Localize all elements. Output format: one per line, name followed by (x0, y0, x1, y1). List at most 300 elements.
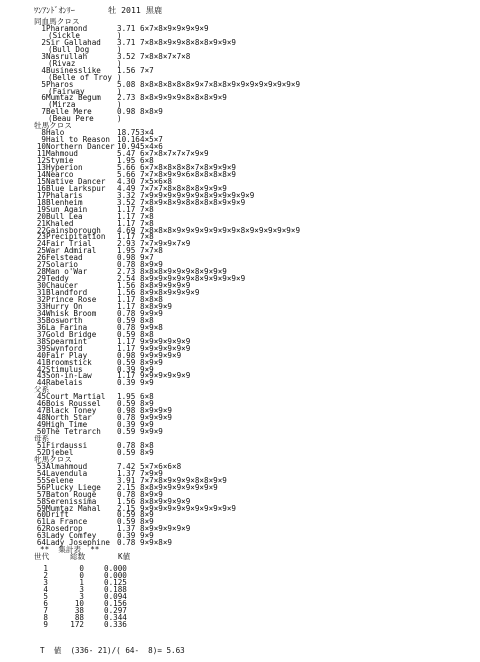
row-number: 38 (36, 336, 46, 346)
sub-ancestor: (Mirza (48, 100, 76, 110)
k-value-cell: 0.156 (104, 598, 127, 608)
row-number: 7 (41, 107, 46, 117)
row-number: 39 (36, 343, 46, 353)
row-number: 2 (41, 37, 46, 47)
cross-value: 2.73 (117, 93, 136, 103)
cross-value: 1.17 (117, 336, 136, 346)
row-number: 56 (36, 482, 46, 492)
cross-value: 1.95 (117, 246, 136, 256)
horse-name-cell: Northern Dancer (46, 142, 115, 152)
horse-name-cell: Stimulus (46, 364, 83, 374)
row-number: 26 (36, 253, 46, 263)
horse-name-cell: Blandford (46, 288, 88, 298)
row-number: 45 (36, 392, 46, 402)
cross-value: 2.15 (117, 503, 136, 513)
horse-name-cell: North Star (46, 413, 92, 423)
cross-pattern: 7×8 (140, 232, 154, 242)
cross-pattern: 8×9×9 (140, 357, 163, 367)
row-number: 23 (36, 232, 46, 242)
cross-pattern: 8×9×8×9×9×9×9 (140, 288, 200, 298)
cross-value: 5.66 (117, 169, 136, 179)
horse-info: 牡 2011 黒鹿 (108, 5, 163, 15)
count-cell: 172 (70, 619, 84, 629)
row-number: 64 (36, 538, 46, 548)
cross-pattern: 7×8 (140, 211, 154, 221)
row-number: 31 (36, 288, 46, 298)
horse-name-cell: La France (46, 517, 88, 527)
generation-cell: 6 (43, 598, 48, 608)
row-number: 21 (36, 218, 46, 228)
generation-cell: 1 (43, 564, 48, 574)
cross-pattern: 7×5×6×8 (140, 176, 173, 186)
close-paren: ) (117, 114, 122, 124)
row-number: 58 (36, 496, 46, 506)
cross-pattern: 9×9 (140, 531, 154, 541)
row-number: 14 (36, 169, 46, 179)
cross-value: 1.17 (117, 295, 136, 304)
cross-pattern: 7×7×8×9×9×6×8×8×8×8×9 (140, 169, 237, 179)
k-value-cell: 0.297 (104, 605, 127, 615)
cross-value: 0.59 (117, 399, 136, 409)
cross-pattern: 4×5×7 (140, 135, 163, 145)
cross-value: 1.56 (117, 65, 136, 75)
cross-value: 3.52 (117, 51, 136, 61)
row-number: 32 (36, 295, 46, 304)
col-header-generation: 世代 (34, 552, 50, 562)
row-number: 28 (36, 267, 46, 277)
horse-name-cell: Hurry On (46, 301, 83, 311)
horse-name-cell: Rabelais (46, 378, 83, 388)
cross-value: 1.56 (117, 288, 136, 298)
sub-ancestor: (Fairway (48, 86, 85, 96)
sub-ancestor: (Belle of Troy (48, 72, 113, 82)
cross-value: 1.17 (117, 211, 136, 221)
horse-name-cell: Hail to Reason (46, 135, 111, 145)
row-number: 37 (36, 329, 46, 339)
k-value-cell: 0.336 (104, 619, 127, 629)
cross-value: 10.94 (117, 142, 140, 152)
row-number: 6 (41, 93, 46, 103)
row-number: 50 (36, 427, 46, 437)
row-number: 20 (36, 211, 46, 221)
cross-value: 3.71 (117, 37, 136, 47)
cross-value: 1.95 (117, 392, 136, 402)
horse-name-cell: La Farina (46, 322, 88, 332)
horse-name-cell: Nasrullah (46, 51, 88, 61)
cross-value: 0.59 (117, 447, 136, 457)
cross-pattern: 9×9×9×9 (140, 413, 173, 423)
horse-name-cell: Djebel (46, 447, 74, 457)
horse-name-cell: Hyperion (46, 162, 83, 172)
cross-value: 0.39 (117, 378, 136, 388)
cross-pattern: 5×4×6 (140, 142, 163, 152)
cross-pattern: 8×9×9×9×9×9 (140, 524, 191, 534)
cross-pattern: 6×7×8×9×9×9×9×9 (140, 23, 209, 33)
row-number: 17 (36, 190, 46, 200)
cross-value: 1.17 (117, 343, 136, 353)
cross-pattern: 8×8×8×9×9×9×8×9×9×9 (140, 267, 227, 277)
count-cell: 3 (79, 584, 84, 594)
cross-pattern: 7×7×8 (140, 246, 163, 256)
row-number: 12 (36, 156, 46, 165)
row-number: 40 (36, 350, 46, 360)
cross-pattern: 9×9×9×9×9 (140, 350, 182, 360)
close-paren: ) (117, 44, 122, 54)
cross-value: 0.59 (117, 427, 136, 437)
col-header-count: 総数 (70, 552, 86, 562)
cross-pattern: 7×8×8×7×7×8 (140, 51, 191, 61)
cross-value: 5.08 (117, 79, 136, 89)
count-cell: 1 (79, 578, 84, 587)
count-cell: 10 (74, 598, 84, 608)
horse-name-cell: Whisk Broom (46, 308, 97, 318)
cross-value: 0.78 (117, 413, 136, 423)
horse-name-cell: Blenheim (46, 197, 83, 207)
k-value-cell: 0.125 (104, 578, 127, 587)
cross-pattern: 8×8 (140, 440, 154, 450)
cross-value: 0.78 (117, 322, 136, 332)
row-number: 25 (36, 246, 46, 256)
cross-pattern: 7×8×8×9×9×8×8×8×9×9×9 (140, 37, 237, 47)
cross-pattern: 9×9×9 (140, 308, 163, 318)
row-number: 13 (36, 162, 46, 172)
horse-name-cell: Serenissima (46, 496, 97, 506)
horse-name-cell: Precipitation (46, 232, 106, 242)
cross-pattern: 8×8×9×9×9×9×9×9×9 (140, 482, 218, 492)
horse-name-cell: Nearco (46, 169, 74, 179)
horse-name-cell: Sir Gallahad (46, 37, 101, 47)
cross-pattern: 9×9×9×9×9×9 (140, 371, 191, 381)
cross-pattern: 9×9 (140, 378, 154, 388)
horse-name-cell: Phalaris (46, 190, 83, 200)
cross-value: 2.15 (117, 482, 136, 492)
cross-pattern: 9×9×8×9 (140, 538, 173, 548)
horse-name-cell: Solario (46, 260, 79, 270)
cross-value: 0.78 (117, 489, 136, 499)
row-number: 53 (36, 461, 46, 471)
cross-pattern: 9×9×8 (140, 322, 163, 332)
row-number: 33 (36, 301, 46, 311)
horse-name-cell: Man o'War (46, 267, 88, 277)
horse-name-cell: Mumtaz Mahal (46, 503, 101, 513)
generation-cell: 4 (43, 584, 48, 594)
horse-name-cell: Baton Rouge (46, 489, 97, 499)
cross-value: 0.78 (117, 308, 136, 318)
horse-name-cell: Black Toney (46, 406, 97, 416)
row-number: 34 (36, 308, 46, 318)
cross-value: 0.98 (117, 253, 136, 263)
horse-name-cell: Plucky Liege (46, 482, 101, 492)
horse-name-cell: Felstead (46, 253, 83, 263)
row-number: 10 (36, 142, 46, 152)
close-paren: ) (117, 58, 122, 68)
row-number: 61 (36, 517, 46, 527)
cross-value: 1.17 (117, 232, 136, 242)
close-paren: ) (117, 72, 122, 82)
row-number: 35 (36, 315, 46, 325)
cross-pattern: 8×8×9 (140, 107, 163, 117)
count-cell: 0 (79, 571, 84, 581)
cross-pattern: 8×9 (140, 447, 154, 457)
row-number: 41 (36, 357, 46, 367)
cross-pattern: 8×8×9×9 (140, 301, 173, 311)
generation-cell: 7 (43, 605, 48, 615)
cross-pattern: 6×8 (140, 392, 154, 402)
horse-name-cell: Firdaussi (46, 440, 88, 450)
row-number: 3 (41, 51, 46, 61)
cross-value: 3.32 (117, 190, 136, 200)
cross-pattern: 9×9 (140, 420, 154, 430)
cross-value: 1.17 (117, 371, 136, 381)
cross-value: 4.69 (117, 225, 136, 235)
row-number: 9 (41, 135, 46, 145)
row-number: 63 (36, 531, 46, 541)
cross-value: 4.49 (117, 183, 136, 193)
row-number: 62 (36, 524, 46, 534)
row-number: 43 (36, 371, 46, 381)
cross-value: 5.47 (117, 149, 136, 159)
cross-value: 3.91 (117, 475, 136, 485)
cross-pattern: 9×9×9 (140, 427, 163, 437)
cross-pattern: 7×7 (140, 65, 154, 75)
cross-pattern: 7×7×8×9×9×9×8×8×9×9 (140, 475, 227, 485)
cross-pattern: 8×9 (140, 399, 154, 409)
row-number: 18 (36, 197, 46, 207)
generation-cell: 5 (43, 591, 48, 601)
cross-value: 1.17 (117, 204, 136, 214)
horse-name-cell: Lady Josephine (46, 538, 111, 548)
cross-pattern: 8×9 (140, 517, 154, 527)
horse-name-cell: Lavendula (46, 468, 88, 478)
cross-value: 10.16 (117, 135, 140, 145)
generation-cell: 3 (43, 578, 48, 587)
cross-value: 0.59 (117, 315, 136, 325)
row-number: 11 (36, 149, 46, 159)
cross-pattern: 9×7 (140, 253, 154, 263)
row-number: 22 (36, 225, 46, 235)
horse-name-cell: Almahmoud (46, 461, 88, 471)
cross-pattern: 7×7×9×9×7×9 (140, 239, 191, 249)
horse-name-cell: Bosworth (46, 315, 83, 325)
cross-value: 5.66 (117, 162, 136, 172)
sub-ancestor: (Sickle (48, 30, 81, 40)
row-number: 4 (41, 65, 46, 75)
cross-value: 0.78 (117, 538, 136, 548)
cross-pattern: 9×9×9×9×9×9 (140, 336, 191, 346)
horse-name-cell: Native Dancer (46, 176, 106, 186)
horse-name-cell: Drift (46, 510, 69, 520)
row-number: 60 (36, 510, 46, 520)
generation-cell: 8 (43, 612, 48, 622)
cross-pattern: 6×7×8×8×8×8×7×8×9×9×9 (140, 162, 237, 172)
horse-name-cell: Gainsborough (46, 225, 101, 235)
cross-pattern: 8×9×9×9×9×9×8×9×9×9×9×9 (140, 274, 246, 284)
row-number: 30 (36, 281, 46, 291)
cross-value: 0.59 (117, 517, 136, 527)
horse-name-cell: War Admiral (46, 246, 97, 256)
summary-title: ** 集計表 ** (40, 545, 100, 555)
k-value-cell: 0.094 (104, 591, 127, 601)
horse-name-cell: Businesslike (46, 65, 101, 75)
cross-value: 1.56 (117, 496, 136, 506)
row-number: 15 (36, 176, 46, 186)
row-number: 19 (36, 204, 46, 214)
horse-name-cell: Lady Comfey (46, 531, 97, 541)
cross-value: 2.54 (117, 274, 136, 284)
row-number: 5 (41, 79, 46, 89)
horse-name-cell: Mumtaz Begum (46, 93, 101, 103)
row-number: 51 (36, 440, 46, 450)
cross-pattern: 7×8×8×8×9×9×9×9×9×9×9×8×9×9×9×9×9×9 (140, 225, 301, 235)
cross-pattern: 7×8×9×8×9×8×8×8×8×9×9×9 (140, 197, 246, 207)
k-value-cell: 0.188 (104, 584, 127, 594)
horse-name-cell: Fair Play (46, 350, 88, 360)
row-number: 46 (36, 399, 46, 409)
cross-value: 0.59 (117, 329, 136, 339)
horse-name-cell: Halo (46, 128, 65, 138)
cross-value: 2.73 (117, 267, 136, 277)
k-value-cell: 0.000 (104, 571, 127, 581)
cross-pattern: 3×4 (140, 128, 154, 138)
cross-pattern: 6×7×8×7×7×7×9×9 (140, 149, 209, 159)
cross-value: 0.98 (117, 350, 136, 360)
cross-value: 4.30 (117, 176, 136, 186)
cross-value: 18.75 (117, 128, 140, 138)
cross-value: 0.98 (117, 107, 136, 117)
row-number: 16 (36, 183, 46, 193)
count-cell: 38 (74, 605, 84, 615)
row-number: 55 (36, 475, 46, 485)
cross-pattern: 9×9×9×9×9×9×9×9×9×9×9 (140, 503, 237, 513)
horse-name-cell: Stymie (46, 156, 74, 165)
horse-name-cell: Khaled (46, 218, 74, 228)
horse-name-cell: The Tetrarch (46, 427, 101, 437)
horse-name-cell: Court Martial (46, 392, 106, 402)
cross-pattern: 8×8 (140, 329, 154, 339)
row-number: 47 (36, 406, 46, 416)
row-number: 36 (36, 322, 46, 332)
cross-value: 1.95 (117, 156, 136, 165)
cross-pattern: 7×8 (140, 218, 154, 228)
close-paren: ) (117, 86, 122, 96)
cross-value: 0.39 (117, 420, 136, 430)
cross-value: 1.56 (117, 281, 136, 291)
generation-cell: 9 (43, 619, 48, 629)
cross-pattern: 8×9×9 (140, 489, 163, 499)
horse-name-cell: Fair Trial (46, 239, 92, 249)
horse-name-cell: Chaucer (46, 281, 79, 291)
cross-pattern: 7×9×9 (140, 468, 163, 478)
cross-pattern: 7×7×7×8×8×8×8×9×9×9 (140, 183, 227, 193)
horse-name-cell: Bull Lea (46, 211, 83, 221)
count-cell: 0 (79, 564, 84, 574)
cross-pattern: 6×8 (140, 156, 154, 165)
row-number: 1 (41, 23, 46, 33)
cross-value: 1.17 (117, 301, 136, 311)
horse-name-cell: Bois Roussel (46, 399, 101, 409)
cross-value: 1.17 (117, 218, 136, 228)
cross-pattern: 5×7×6×6×8 (140, 461, 182, 471)
cross-value: 0.78 (117, 260, 136, 270)
cross-value: 0.59 (117, 510, 136, 520)
row-number: 29 (36, 274, 46, 284)
cross-value: 0.78 (117, 440, 136, 450)
cross-value: 1.37 (117, 468, 136, 478)
row-number: 24 (36, 239, 46, 249)
t-value: T 値 (336- 21)/( 64- 8)= 5.63 (40, 646, 185, 655)
cross-value: 7.42 (117, 461, 136, 471)
cross-pattern: 8×9×9 (140, 260, 163, 270)
section-title: 同血馬クロス (34, 17, 80, 26)
horse-name-cell: Swynford (46, 343, 83, 353)
cross-pattern: 9×9 (140, 364, 154, 374)
row-number: 48 (36, 413, 46, 423)
horse-name-cell: Teddy (46, 274, 69, 284)
cross-pattern: 7×8 (140, 204, 154, 214)
horse-name: ﾜﾝｱﾝﾄﾞｵﾝﾘｰ (34, 5, 75, 15)
cross-value: 0.59 (117, 357, 136, 367)
count-cell: 3 (79, 591, 84, 601)
horse-name-cell: Gold Bridge (46, 329, 97, 339)
horse-name-cell: Pharamond (46, 23, 88, 33)
cross-value: 1.37 (117, 524, 136, 534)
cross-pattern: 8×8×9×9×9×9 (140, 281, 191, 291)
close-paren: ) (117, 100, 122, 110)
horse-name-cell: Blue Larkspur (46, 183, 106, 193)
cross-pattern: 8×8×9×9×9×9 (140, 496, 191, 506)
row-number: 59 (36, 503, 46, 513)
row-number: 8 (41, 128, 46, 138)
horse-name-cell: High Time (46, 420, 88, 430)
section-title: 牝馬クロス (34, 454, 72, 464)
cross-pattern: 8×9 (140, 510, 154, 520)
horse-name-cell: Son-in-Law (46, 371, 92, 381)
cross-pattern: 8×8×9×9×9×8×8×8×9×9 (140, 93, 227, 103)
cross-pattern: 8×8 (140, 315, 154, 325)
row-number: 54 (36, 468, 46, 478)
sub-ancestor: (Rivaz (48, 58, 76, 68)
col-header-k: K値 (118, 552, 131, 562)
section-title: 牡馬クロス (34, 121, 72, 131)
cross-value: 0.39 (117, 531, 136, 541)
close-paren: ) (117, 30, 122, 40)
cross-value: 3.52 (117, 197, 136, 207)
horse-name-cell: Broomstick (46, 357, 92, 367)
row-number: 44 (36, 378, 46, 388)
cross-pattern: 9×9×9×9×9×9 (140, 343, 191, 353)
horse-name-cell: Rosedrop (46, 524, 83, 534)
row-number: 57 (36, 489, 46, 499)
horse-name-cell: Belle Mere (46, 107, 92, 117)
k-value-cell: 0.344 (104, 612, 127, 622)
row-number: 42 (36, 364, 46, 374)
horse-name-cell: Selene (46, 475, 74, 485)
cross-pattern: 8×9×9×9 (140, 406, 173, 416)
horse-name-cell: Sun Again (46, 204, 88, 214)
generation-cell: 2 (43, 571, 48, 581)
row-number: 27 (36, 260, 46, 270)
section-title: 父系 (34, 385, 50, 395)
cross-value: 2.93 (117, 239, 136, 249)
horse-name-cell: Pharos (46, 79, 74, 89)
k-value-cell: 0.000 (104, 564, 127, 574)
horse-name-cell: Mahmoud (46, 149, 79, 159)
cross-pattern: 7×9×9×9×9×9×9×8×9×9×9×9×9 (140, 190, 255, 200)
cross-pattern: 8×8×8×8×8×8×9×7×8×8×9×9×9×9×9×9×9×9 (140, 79, 301, 89)
cross-value: 3.71 (117, 23, 136, 33)
cross-value: 0.39 (117, 364, 136, 374)
horse-name-cell: Prince Rose (46, 295, 97, 304)
